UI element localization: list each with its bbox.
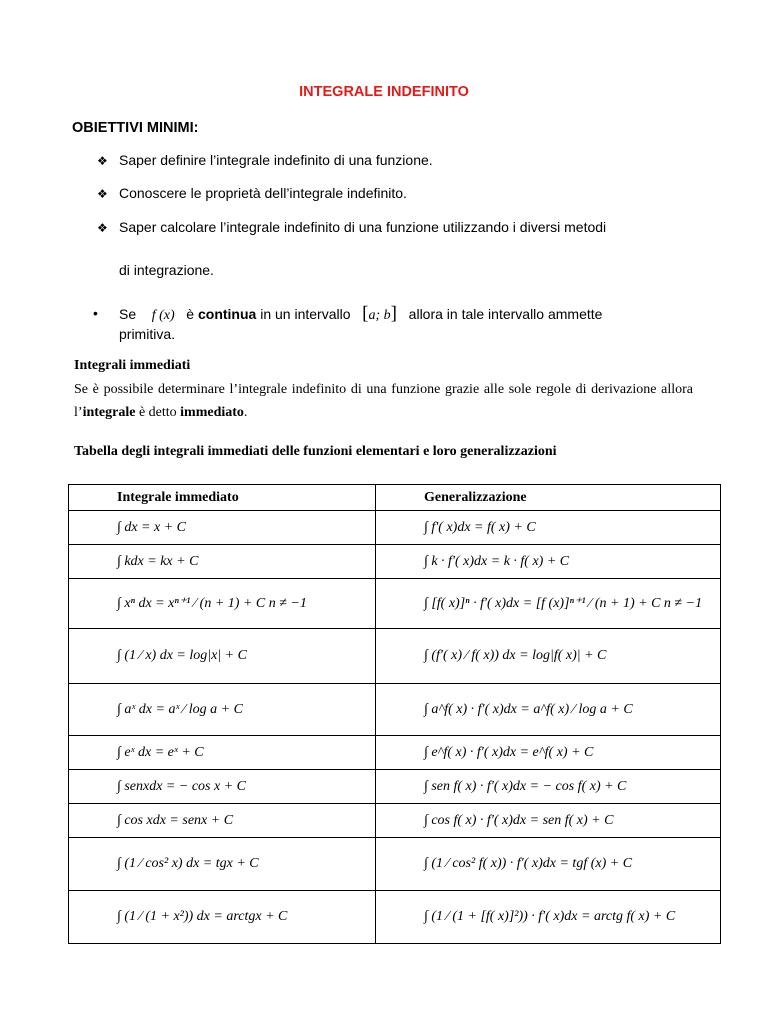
table-row: [69, 545, 721, 579]
formula-cell: ∫ a^f( x) · f′( x)dx = a^f( x) ⁄ log a + C: [376, 684, 721, 736]
formula-cell: ∫ (1 ⁄ cos² f( x)) · f′( x)dx = tgf (x) + C: [376, 838, 721, 891]
interval-symbol: a; b: [368, 308, 391, 323]
formula-cell: ∫ k · f′( x)dx = k · f( x) + C: [376, 545, 721, 579]
table-row: [69, 891, 721, 944]
diamond-bullet-icon: ❖: [97, 187, 108, 201]
table-row: [69, 511, 721, 545]
objective-continuation: di integrazione.: [119, 262, 214, 278]
formula-cell: ∫ cos xdx = senx + C: [69, 804, 376, 838]
formula-cell: ∫ cos f( x) · f′( x)dx = sen f( x) + C: [376, 804, 721, 838]
objective-item: [97, 219, 606, 235]
integrals-table: [68, 484, 721, 944]
header-generalization: Generalizzazione: [376, 485, 721, 511]
header-immediate: Integrale immediato: [69, 485, 376, 511]
formula-cell: ∫ dx = x + C: [69, 511, 376, 545]
continua-bold: continua: [197, 306, 257, 322]
formula-cell: ∫ (1 ⁄ cos² x) dx = tgx + C: [69, 838, 376, 891]
formula-cell: ∫ (1 ⁄ (1 + x²)) dx = arctgx + C: [69, 891, 376, 944]
primitive-line-2: primitiva.: [119, 326, 176, 342]
document-title: INTEGRALE INDEFINITO: [299, 84, 469, 100]
table-row: [69, 838, 721, 891]
table-row: [69, 684, 721, 736]
formula-cell: ∫ kdx = kx + C: [69, 545, 376, 579]
table-heading: Tabella degli integrali immediati delle funzioni elementari e loro generalizzazioni: [74, 444, 557, 459]
primitive-line-1: Se f (x) è continua in un intervallo [a; b] allora in tale intervallo ammette: [119, 303, 603, 324]
table-header-row: [69, 485, 721, 511]
objectives-heading: OBIETTIVI MINIMI:: [72, 120, 199, 136]
formula-cell: ∫ sen f( x) · f′( x)dx = − cos f( x) + C: [376, 770, 721, 804]
diamond-bullet-icon: ❖: [97, 154, 108, 168]
formula-cell: ∫ f′( x)dx = f( x) + C: [376, 511, 721, 545]
formula-cell: ∫ eˣ dx = eˣ + C: [69, 736, 376, 770]
objective-item: [97, 152, 433, 168]
table-row: [69, 804, 721, 838]
formula-cell: ∫ aˣ dx = aˣ ⁄ log a + C: [69, 684, 376, 736]
formula-cell: ∫ [f( x)]ⁿ · f′( x)dx = [f (x)]ⁿ⁺¹ ⁄ (n + 1) + C n ≠ −1: [376, 579, 721, 629]
fx-symbol: f (x): [151, 308, 175, 323]
table-row: [69, 770, 721, 804]
formula-cell: ∫ e^f( x) · f′( x)dx = e^f( x) + C: [376, 736, 721, 770]
round-bullet-icon: •: [93, 305, 98, 321]
objective-text: Saper calcolare l’integrale indefinito di una funzione utilizzando i diversi metodi: [119, 219, 607, 235]
diamond-bullet-icon: ❖: [97, 221, 108, 235]
table-row: [69, 579, 721, 629]
table-row: [69, 736, 721, 770]
section-paragraph: Se è possibile determinare l’integrale indefinito di una funzione grazie alle sole regole di derivazione allora l’integrale è detto immediato.: [74, 382, 693, 420]
section-heading: Integrali immediati: [74, 358, 191, 373]
formula-cell: ∫ xⁿ dx = xⁿ⁺¹ ⁄ (n + 1) + C n ≠ −1: [69, 579, 376, 629]
formula-cell: ∫ senxdx = − cos x + C: [69, 770, 376, 804]
objective-text: Conoscere le proprietà dell’integrale indefinito.: [119, 185, 407, 201]
formula-cell: ∫ (1 ⁄ (1 + [f( x)]²)) · f′( x)dx = arctg f( x) + C: [376, 891, 721, 944]
formula-cell: ∫ (1 ⁄ x) dx = log|x| + C: [69, 629, 376, 684]
objective-item: [97, 185, 407, 201]
objective-text: Saper definire l’integrale indefinito di una funzione.: [119, 152, 433, 168]
table-row: [69, 629, 721, 684]
formula-cell: ∫ (f′( x) ⁄ f( x)) dx = log|f( x)| + C: [376, 629, 721, 684]
